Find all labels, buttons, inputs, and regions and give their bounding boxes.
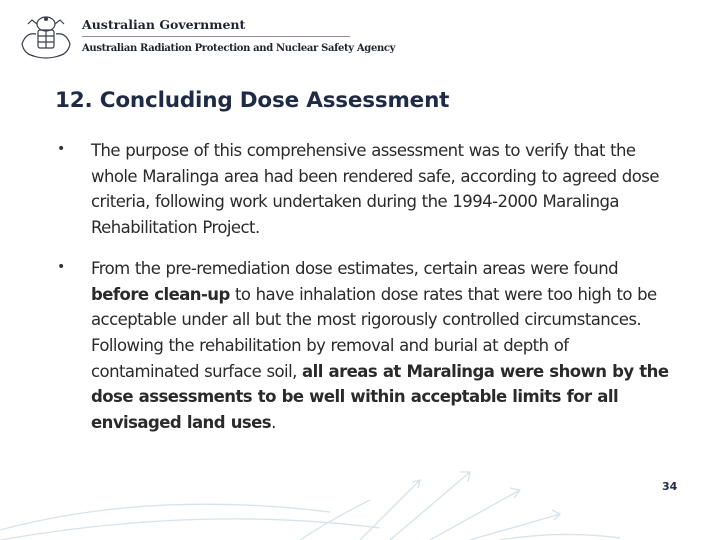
coat-of-arms-icon <box>14 10 78 62</box>
bullet-text <box>91 256 670 436</box>
bullet-emphasis: before clean-up <box>91 284 230 304</box>
header-divider <box>82 36 350 37</box>
page-number: 34 <box>662 480 678 493</box>
background-arrow-decoration <box>0 420 720 540</box>
slide-title: 12. Concluding Dose Assessment <box>55 88 450 113</box>
bullet-list <box>50 138 670 451</box>
agency-line-government: Australian Government <box>82 17 246 32</box>
bullet-marker: • <box>57 141 66 157</box>
bullet-item <box>50 256 670 436</box>
bullet-item <box>50 138 670 241</box>
bullet-marker: • <box>57 258 66 275</box>
bullet-emphasis: all areas at Maralinga were shown by the dose assessments to be well within acceptable limits for all envisaged land uses <box>91 361 669 433</box>
agency-line-arpansa: Australian Radiation Protection and Nuclear Safety Agency <box>82 43 396 54</box>
bullet-segment: . <box>271 413 276 433</box>
bullet-segment: The purpose of this comprehensive assessment was to verify that the whole Maralinga area had been rendered safe, according to agreed dose criteria, following work undertaken during the 1994-2000 Maralinga Rehabilitation Project. <box>91 141 659 238</box>
bullet-segment: From the pre-remediation dose estimates, certain areas were found <box>91 258 619 278</box>
bullet-segment: to have inhalation dose rates that were too high to be acceptable under all but the most rigorously controlled circumstances. Following the rehabilitation by removal and burial at depth of contaminated surface soil, <box>91 284 657 381</box>
bullet-text <box>91 138 670 241</box>
